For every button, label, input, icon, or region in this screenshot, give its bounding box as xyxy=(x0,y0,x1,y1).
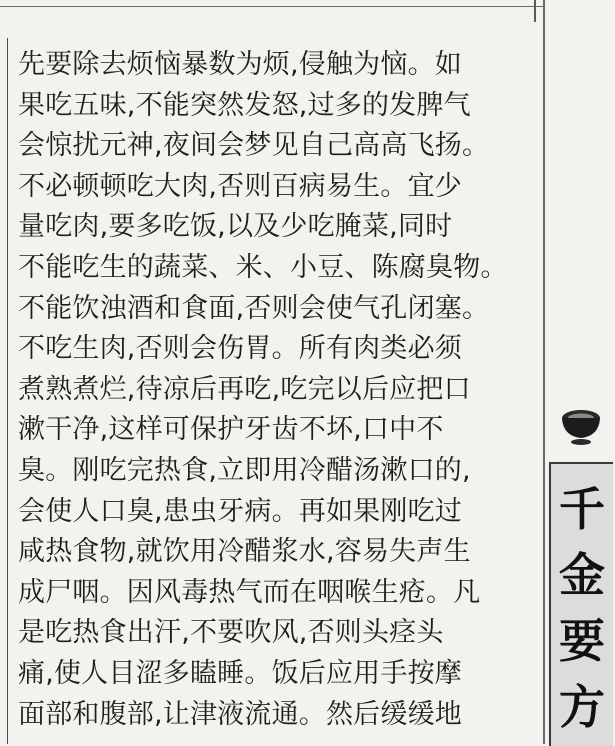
sidebar xyxy=(545,0,615,744)
text-line-14: 成尸咽。因风毒热气而在咽喉生疮。凡 xyxy=(18,576,481,608)
text-line-1: 先要除去烦恼暴数为烦,侵触为恼。如 xyxy=(18,49,462,80)
text-line-9: 煮熟煮烂,待凉后再吃,吃完以后应把口 xyxy=(18,373,471,405)
text-line-8: 不吃生肉,否则会伤胃。所有肉类必须 xyxy=(18,333,462,365)
text-line-7: 不能饮浊酒和食面,否则会使气孔闭塞。 xyxy=(18,292,490,324)
bowl-icon xyxy=(559,406,603,446)
text-line-4: 不必顿顿吃大肉,否则百病易生。宜少 xyxy=(18,170,462,202)
left-border xyxy=(7,38,8,744)
text-line-17: 面部和腹部,让津液流通。然后缓缓地 xyxy=(18,698,462,730)
text-line-3: 会惊扰元神,夜间会梦见自己高高飞扬。 xyxy=(18,130,490,162)
text-line-12: 会使人口臭,患虫牙病。再如果刚吃过 xyxy=(18,495,462,527)
text-line-5: 量吃肉,要多吃饭,以及少吃腌菜,同时 xyxy=(18,211,453,243)
book-title-box xyxy=(549,462,613,746)
text-line-11: 臭。刚吃完热食,立即用冷醋汤漱口的, xyxy=(18,454,471,486)
title-char-4: 方 xyxy=(559,680,605,734)
text-line-6: 不能吃生的蔬菜、米、小豆、陈腐臭物。 xyxy=(18,251,508,283)
text-line-2: 果吃五味,不能突然发怒,过多的发脾气 xyxy=(18,89,471,121)
text-line-10: 漱干净,这样可保护牙齿不坏,口中不 xyxy=(18,414,444,446)
top-tick-mark xyxy=(534,0,536,22)
text-line-16: 痛,使人目涩多瞌睡。饭后应用手按摩 xyxy=(18,657,462,689)
title-char-1: 千 xyxy=(559,482,605,536)
text-line-15: 是吃热食出汗,不要吹风,否则头痉头 xyxy=(18,617,444,649)
top-rule xyxy=(0,6,545,7)
body-text xyxy=(18,45,528,735)
title-char-2: 金 xyxy=(559,548,605,602)
text-line-13: 咸热食物,就饮用冷醋浆水,容易失声生 xyxy=(18,536,471,568)
title-char-3: 要 xyxy=(559,614,605,668)
